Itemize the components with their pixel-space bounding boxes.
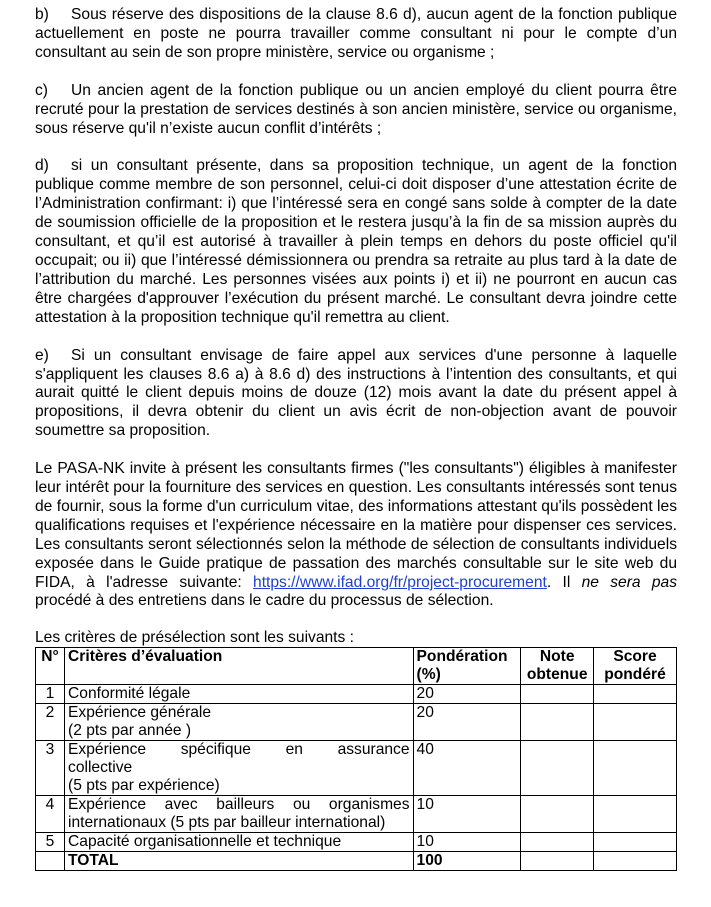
row-weight: 20 [413,704,521,741]
row-score [593,833,676,852]
row-num: 5 [36,833,65,852]
clause-text: Un ancien agent de la fonction publique ou un ancien employé du client pourra être recruté pour la prestation de services destinés à son ancien ministère, service ou organisme, sous réserve qu'il n’existe aucun conflit d’intérêts ; [35,81,677,137]
row-criteria [65,741,414,796]
header-note: Note obtenue [521,648,594,685]
row-note [521,685,594,704]
row-criteria [65,796,414,833]
table-row [36,796,677,833]
row-criteria-line: Expérience générale [68,704,212,722]
row-num: 3 [36,741,65,796]
clause-label: b) [35,6,49,23]
clause-c [35,82,677,139]
row-num: 4 [36,796,65,833]
row-note [521,741,594,796]
clause-e [35,347,677,442]
row-criteria-line: Conformité légale [68,685,191,703]
total-row [36,852,677,871]
row-criteria-line: Expérience spécifique en assurance [68,741,410,759]
row-note [521,833,594,852]
row-score [593,796,676,833]
criteria-title: Les critères de présélection sont les suivants : [35,629,354,647]
table-row [36,741,677,796]
row-score [593,685,676,704]
row-weight: 10 [413,796,521,833]
clause-label: e) [35,346,49,364]
header-weight: Pondération (%) [413,648,521,685]
row-criteria-line: internationaux (5 pts par bailleur international) [68,814,386,832]
total-weight: 100 [413,852,521,871]
row-weight: 10 [413,833,521,852]
row-criteria [65,704,414,741]
row-num: 2 [36,704,65,741]
clause-text: Si un consultant envisage de faire appel aux services d'une personne à laquelle s'appliquent les clauses 8.6 a) à 8.6 d) des instructions à l’intention des consultants, et qui aurait quitté le client depuis moins de douze (12) mois avant la date du présent appel à propositions, il devra obtenir du client un avis écrit de non-objection avant de pouvoir soumettre sa proposition. [35,346,677,440]
row-score [593,704,676,741]
row-criteria-line: (5 pts par expérience) [68,777,220,795]
clause-text: Sous réserve des dispositions de la clause 8.6 d), aucun agent de la fonction publique actuellement en poste ne pourra travailler comme consultant ni pour le compte d’un consultant au sein de son propre ministère, service ou organisme ; [35,6,677,61]
total-num [36,852,65,871]
total-label: TOTAL [65,852,414,871]
table-row [36,685,677,704]
row-criteria [65,833,414,852]
clause-b [35,6,677,63]
row-weight: 20 [413,685,521,704]
document-page [35,6,677,871]
header-num: N° [36,648,65,685]
row-num: 1 [36,685,65,704]
clause-d [35,157,677,327]
total-score [593,852,676,871]
clause-text: si un consultant présente, dans sa proposition technique, un agent de la fonction publique comme membre de son personnel, celui-ci doit disposer d’une attestation écrite de l’Administration confirmant: i) que l’intéressé sera en congé sans solde à compter de la date de soumission officielle de la proposition et le restera jusqu’à la fin de sa mission auprès du consultant, et qu’il est autorisé à travailler à plein temps en dehors du poste officiel qu'il occupait; ou ii) que l’intéressé démissionnera ou prendra sa retraite au plus tard à la date de l’attribution du marché. Les personnes visées aux points i) et ii) ne pourront en aucun cas être chargées d'approuver l’exécution du présent marché. Le consultant devra joindre cette attestation à la proposition technique qu'il remettra au client. [35,157,677,326]
row-weight: 40 [413,741,521,796]
row-score [593,741,676,796]
row-criteria-line: collective [68,759,133,777]
invitation-text-end: procédé à des entretiens dans le cadre du processus de sélection. [35,592,494,610]
criteria-header-row [36,648,677,685]
invitation-text: Le PASA-NK invite à présent les consultants firmes ("les consultants") éligibles à manifester leur intérêt pour la fourniture des services en question. Les consultants intéressés sont tenus de fournir, sous la forme d'un curriculum vitae, des informations attestant qu'ils possèdent les qualifications requises et l'expérience nécessaire en la matière pour dispenser ces services. Les consultants seront sélectionnés selon la méthode de sélection de consultants individuels exposée dans le Guide pratique de passation des marchés consultable sur le site web du FIDA, à l'adresse suivante: [35,460,677,591]
clause-label: d) [35,157,49,175]
row-note [521,796,594,833]
invitation-text-after: . Il [546,573,582,591]
clause-label: c) [35,81,48,99]
row-criteria-line: Capacité organisationnelle et technique [68,833,342,851]
header-criteria: Critères d’évaluation [65,648,414,685]
procurement-link[interactable]: https://www.ifad.org/fr/project-procurement [253,573,547,591]
table-row [36,704,677,741]
invitation-paragraph [35,460,677,611]
criteria-table [35,647,677,871]
row-criteria-line: Expérience avec bailleurs ou organismes [68,796,410,814]
table-row [36,833,677,852]
row-criteria [65,685,414,704]
header-score: Score pondéré [593,648,676,685]
invitation-emphasis: ne sera pas [581,573,678,591]
row-note [521,704,594,741]
total-note [521,852,594,871]
row-criteria-line: (2 pts par année ) [68,722,192,740]
